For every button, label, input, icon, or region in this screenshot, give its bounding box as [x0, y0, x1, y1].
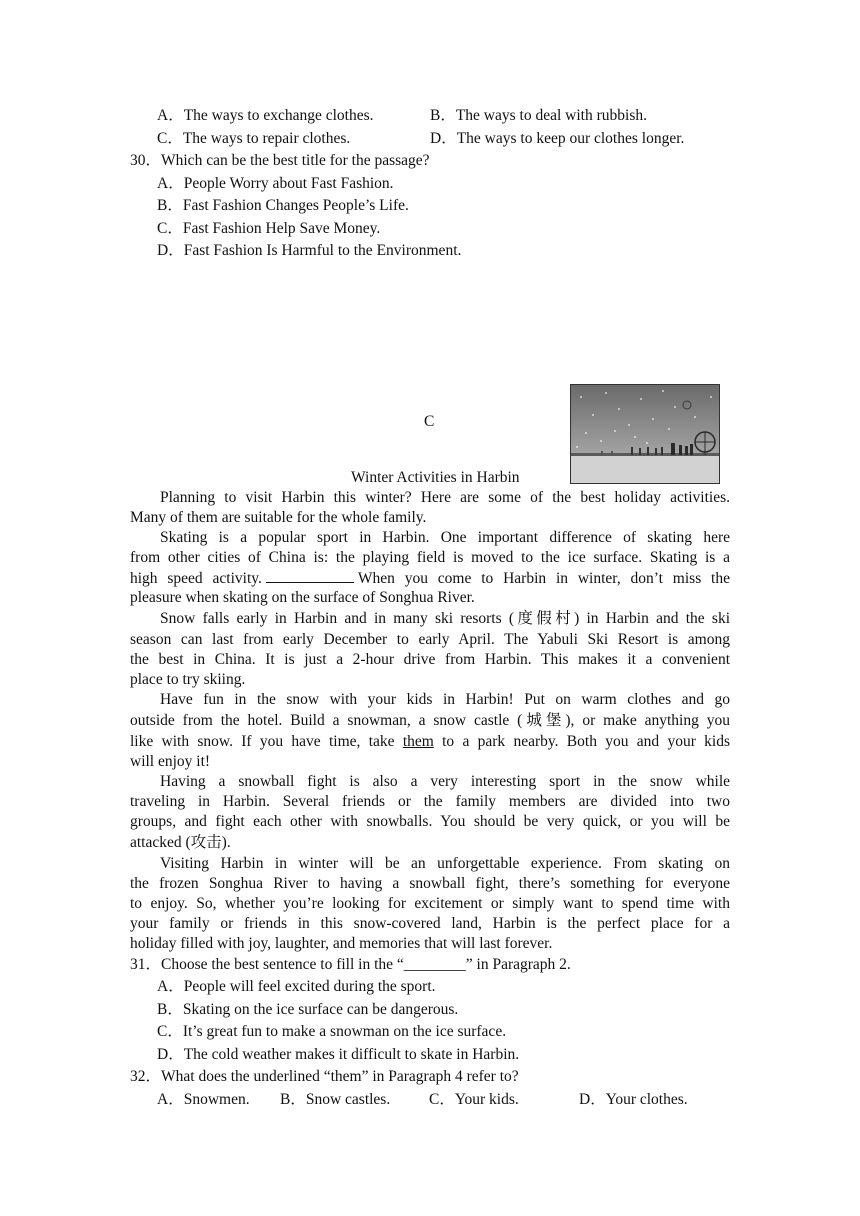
- fill-in-blank: [266, 568, 354, 583]
- p6-line-5: holiday filled with joy, laughter, and memories that will last forever.: [130, 935, 553, 952]
- p5-line-4: attacked (攻击).: [130, 834, 231, 851]
- q29-option-a: A．The ways to exchange clothes.: [157, 107, 374, 124]
- p4-line-3: [130, 732, 730, 752]
- q31-question: 31．Choose the best sentence to fill in the “________” in Paragraph 2.: [130, 956, 571, 973]
- p3-line-2: season can last from early December to early April. The Yabuli Ski Resort is among: [130, 631, 730, 648]
- p5-line-2: traveling in Harbin. Several friends or the family members are divided into two: [130, 793, 730, 810]
- section-letter: C: [424, 413, 435, 430]
- section-title: Winter Activities in Harbin: [351, 469, 520, 486]
- p4-line-4: will enjoy it!: [130, 753, 211, 770]
- q31-option-d: D．The cold weather makes it difficult to skate in Harbin.: [157, 1046, 520, 1063]
- q32-option-a: A．Snowmen.: [157, 1091, 250, 1108]
- q32-option-d: D．Your clothes.: [579, 1091, 688, 1108]
- p2-line-4: pleasure when skating on the surface of Songhua River.: [130, 589, 475, 606]
- p5-line-1: Having a snowball fight is also a very interesting sport in the snow while: [160, 773, 730, 790]
- p2-line-1: Skating is a popular sport in Harbin. One important difference of skating here: [160, 529, 730, 546]
- p1-line-1: Planning to visit Harbin this winter? Here are some of the best holiday activities.: [160, 489, 730, 506]
- q32-question: 32．What does the underlined “them” in Paragraph 4 refer to?: [130, 1068, 519, 1085]
- q31-option-b: B．Skating on the ice surface can be dangerous.: [157, 1001, 459, 1018]
- q30-option-b: B．Fast Fashion Changes People’s Life.: [157, 197, 409, 214]
- p6-line-2: the frozen Songhua River to having a snowball fight, there’s something for everyone: [130, 875, 730, 892]
- p2-line-2: from other cities of China is: the playing field is moved to the ice surface. Skating is a: [130, 549, 730, 566]
- p5-line-3: groups, and fight each other with snowballs. You should be very quick, or you will be: [130, 813, 730, 830]
- p4-line-1: Have fun in the snow with your kids in Harbin! Put on warm clothes and go: [160, 691, 730, 708]
- q29-option-d: D．The ways to keep our clothes longer.: [430, 130, 685, 147]
- p6-line-4: your family or friends in this snow-covered land, Harbin is the perfect place for a: [130, 915, 730, 932]
- q30-option-d: D．Fast Fashion Is Harmful to the Environment.: [157, 242, 462, 259]
- p4-line-2: outside from the hotel. Build a snowman, a snow castle (城堡), or make anything you: [130, 712, 730, 729]
- p2-line-3: [130, 568, 730, 589]
- p6-line-1: Visiting Harbin in winter will be an unforgettable experience. From skating on: [160, 855, 730, 872]
- underlined-them: them: [402, 733, 434, 750]
- q30-question: 30．Which can be the best title for the passage?: [130, 152, 430, 169]
- p3-line-3: the best in China. It is just a 2-hour drive from Harbin. This makes it a convenient: [130, 651, 730, 668]
- q32-option-c: C．Your kids.: [429, 1091, 519, 1108]
- q30-option-a: A．People Worry about Fast Fashion.: [157, 175, 394, 192]
- q32-option-b: B．Snow castles.: [280, 1091, 391, 1108]
- q29-option-b: B．The ways to deal with rubbish.: [430, 107, 647, 124]
- p3-line-4: place to try skiing.: [130, 671, 246, 688]
- q29-option-c: C．The ways to repair clothes.: [157, 130, 351, 147]
- p1-line-2: Many of them are suitable for the whole family.: [130, 509, 427, 526]
- p2-line-3b: When you come to Harbin in winter, don’t miss the: [357, 570, 730, 587]
- p4-line-3a: like with snow. If you have time, take: [130, 733, 403, 750]
- q30-option-c: C．Fast Fashion Help Save Money.: [157, 220, 381, 237]
- q31-option-a: A．People will feel excited during the sport.: [157, 978, 436, 995]
- p6-line-3: to enjoy. So, whether you’re looking for excitement or simply want to spend time with: [130, 895, 730, 912]
- p2-line-3a: high speed activity.: [130, 570, 262, 587]
- p3-line-1: Snow falls early in Harbin and in many ski resorts (度假村) in Harbin and the ski: [160, 610, 730, 627]
- p4-line-3b: to a park nearby. Both you and your kids: [433, 733, 730, 750]
- q31-option-c: C．It’s great fun to make a snowman on the ice surface.: [157, 1023, 507, 1040]
- winter-river-photo-icon: [570, 384, 720, 484]
